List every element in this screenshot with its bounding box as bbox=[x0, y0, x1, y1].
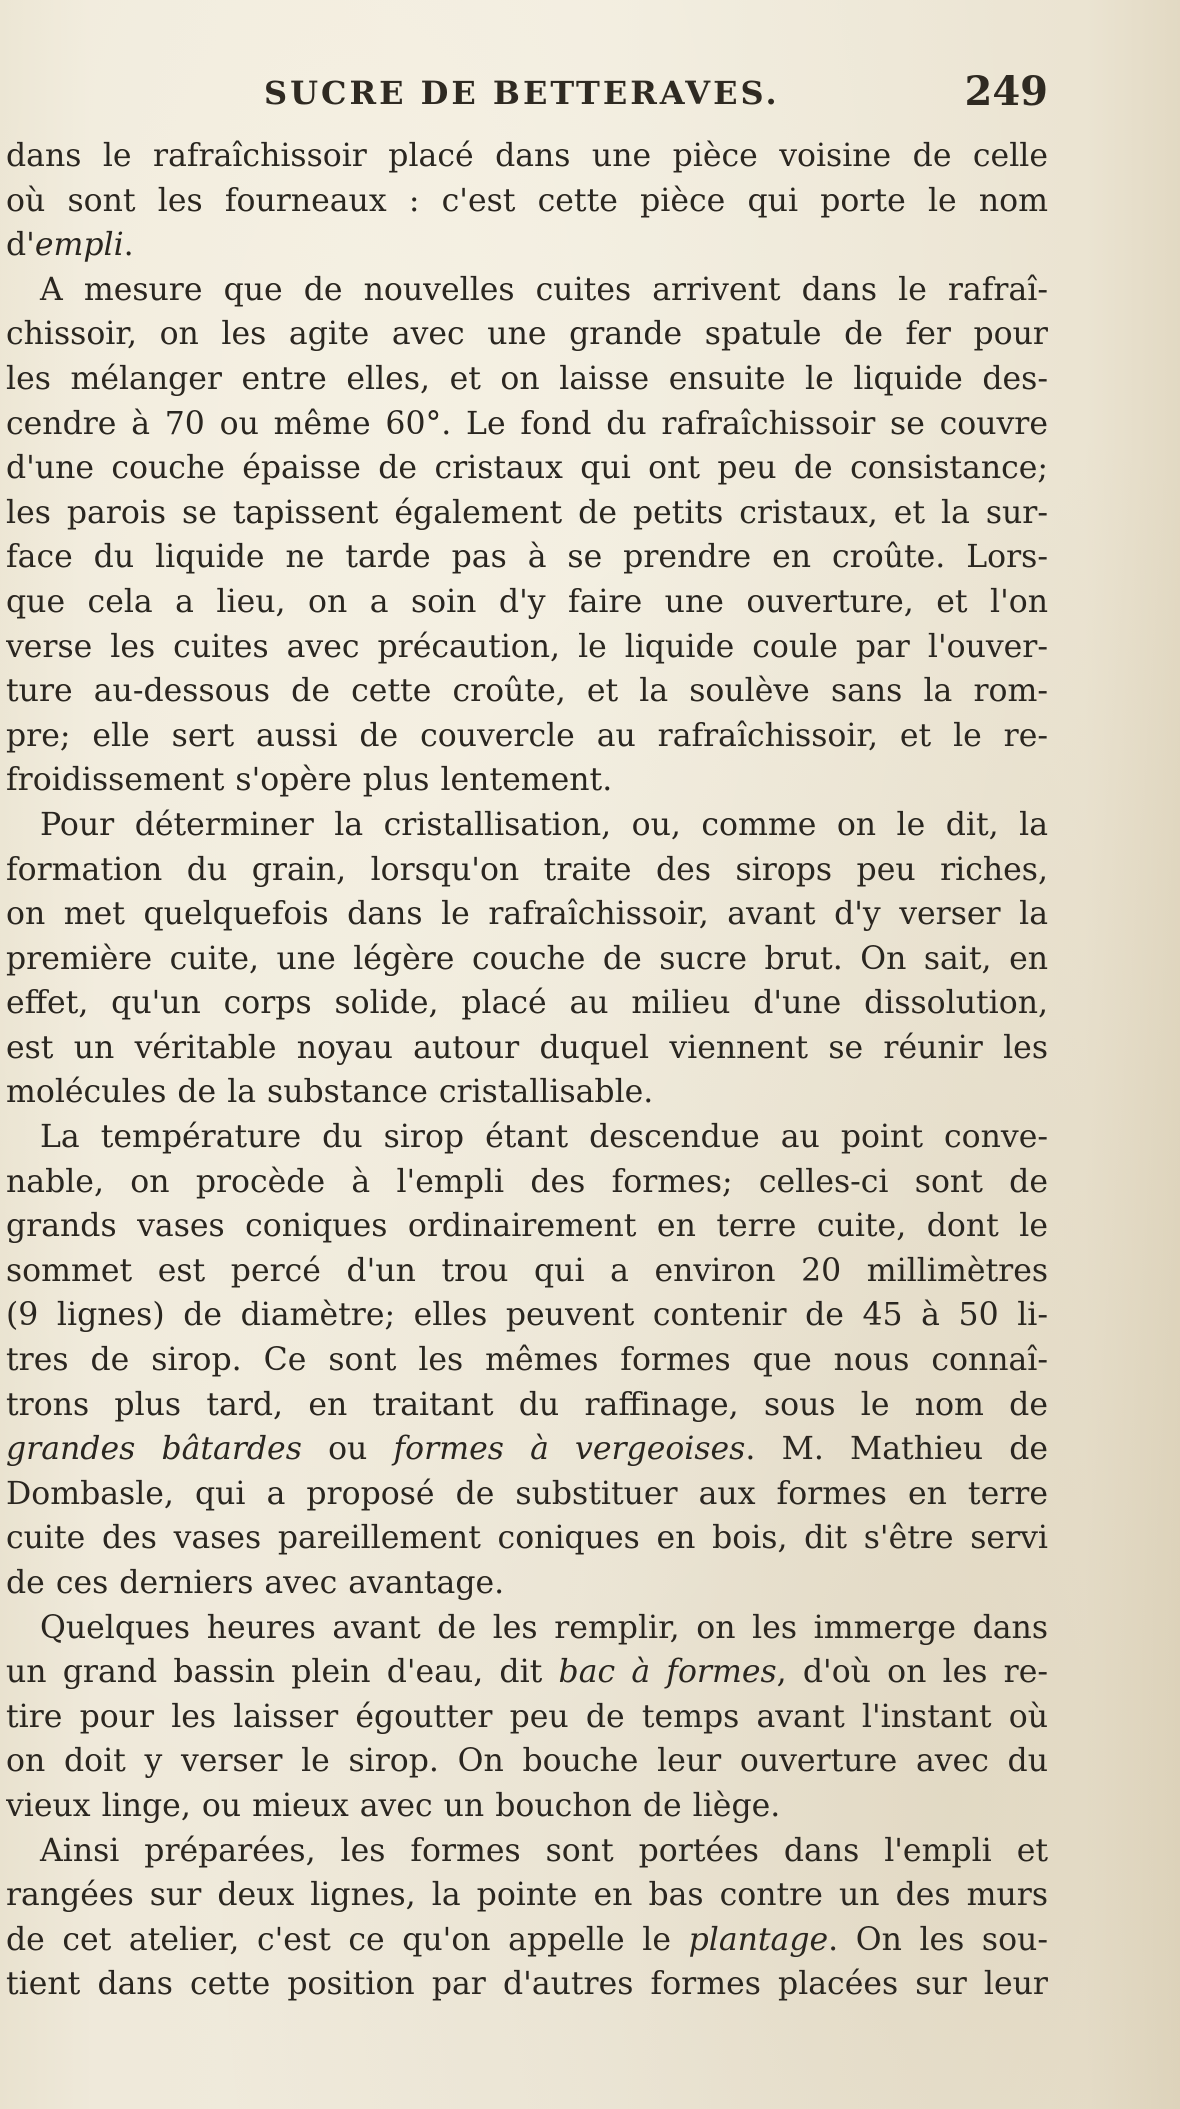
text-line bbox=[6, 937, 1048, 982]
text-line bbox=[6, 1472, 1048, 1517]
line-segment: que cela a lieu, on a soin d'y faire une ouverture, et l'on bbox=[6, 583, 1048, 620]
line-segment: grands vases coniques ordinairement en terre cuite, dont le bbox=[6, 1208, 1048, 1245]
line-segment: froidissement s'opère plus lentement. bbox=[6, 762, 613, 799]
italic-term: formes à vergeoises bbox=[393, 1431, 746, 1468]
text-line bbox=[6, 179, 1048, 224]
line-segment: nable, on procède à l'empli des formes; celles-ci sont de bbox=[6, 1163, 1048, 1200]
line-segment: La température du sirop étant descendue au point conve- bbox=[40, 1119, 1048, 1156]
line-segment: . On les sou- bbox=[828, 1921, 1048, 1958]
paragraph bbox=[6, 1115, 1048, 1606]
text-line bbox=[6, 1115, 1048, 1160]
running-head bbox=[6, 68, 1048, 162]
line-segment: Dombasle, qui a proposé de substituer aux formes en terre bbox=[6, 1475, 1048, 1512]
text-line bbox=[6, 580, 1048, 625]
line-segment: de ces derniers avec avantage. bbox=[6, 1565, 505, 1601]
text-line bbox=[6, 892, 1048, 937]
line-segment: Ainsi préparées, les formes sont portées dans l'empli et bbox=[40, 1832, 1048, 1869]
line-segment: sommet est percé d'un trou qui a environ 20 millimètres bbox=[6, 1252, 1048, 1289]
text-line bbox=[6, 1962, 1048, 2007]
text-line bbox=[6, 1070, 1048, 1115]
text-line bbox=[6, 446, 1048, 491]
text-line bbox=[6, 1249, 1048, 1294]
line-segment: est un véritable noyau autour duquel viennent se réunir les bbox=[6, 1029, 1048, 1066]
line-segment: effet, qu'un corps solide, placé au milieu d'une dissolution, bbox=[6, 985, 1048, 1022]
text-line bbox=[6, 848, 1048, 893]
text-line bbox=[6, 1561, 1048, 1606]
line-segment: molécules de la substance cristallisable. bbox=[6, 1074, 654, 1111]
line-segment: on doit y verser le sirop. On bouche leur ouverture avec du bbox=[6, 1743, 1048, 1780]
text-line bbox=[6, 758, 1048, 803]
text-line bbox=[6, 1739, 1048, 1784]
line-segment: les mélanger entre elles, et on laisse ensuite le liquide des- bbox=[6, 360, 1048, 397]
line-segment: les parois se tapissent également de petits cristaux, et la sur- bbox=[6, 494, 1048, 531]
line-segment: . M. Mathieu de bbox=[745, 1431, 1048, 1468]
line-segment: un grand bassin plein d'eau, dit bbox=[6, 1654, 559, 1691]
page-number: 249 bbox=[964, 68, 1048, 115]
line-segment: cuite des vases pareillement coniques en bois, dit s'être servi bbox=[6, 1520, 1048, 1557]
line-segment: on met quelquefois dans le rafraîchissoir, avant d'y verser la bbox=[6, 896, 1048, 933]
body-text bbox=[6, 134, 1048, 2007]
text-line bbox=[6, 1606, 1048, 1651]
text-line bbox=[6, 1026, 1048, 1071]
line-segment: d'une couche épaisse de cristaux qui ont peu de consistance; bbox=[6, 450, 1048, 487]
text-line bbox=[6, 491, 1048, 536]
text-line bbox=[6, 268, 1048, 313]
text-line bbox=[6, 1383, 1048, 1428]
line-segment: Quelques heures avant de les remplir, on les immerge dans bbox=[40, 1609, 1048, 1646]
line-segment: trons plus tard, en traitant du raffinage, sous le nom de bbox=[6, 1386, 1048, 1423]
italic-term: plantage bbox=[688, 1921, 829, 1958]
line-segment: cendre à 70 ou même 60°. Le fond du rafraîchissoir se couvre bbox=[6, 405, 1048, 442]
italic-term: empli bbox=[34, 227, 124, 264]
running-title: SUCRE DE BETTERAVES. bbox=[264, 74, 780, 112]
text-block bbox=[6, 0, 1048, 2007]
text-line bbox=[6, 669, 1048, 714]
line-segment: (9 lignes) de diamètre; elles peuvent contenir de 45 à 50 li- bbox=[6, 1297, 1048, 1334]
text-line bbox=[6, 714, 1048, 759]
line-segment: pre; elle sert aussi de couvercle au rafraîchissoir, et le re- bbox=[6, 717, 1048, 754]
line-segment: rangées sur deux lignes, la pointe en bas contre un des murs bbox=[6, 1877, 1048, 1914]
text-line bbox=[6, 535, 1048, 580]
line-segment: tres de sirop. Ce sont les mêmes formes que nous connaî- bbox=[6, 1342, 1048, 1379]
text-line bbox=[6, 1204, 1048, 1249]
text-line bbox=[6, 402, 1048, 447]
text-line bbox=[6, 1918, 1048, 1963]
line-segment: de cet atelier, c'est ce qu'on appelle le bbox=[6, 1921, 689, 1958]
text-line bbox=[6, 1873, 1048, 1918]
text-line bbox=[6, 1293, 1048, 1338]
text-line bbox=[6, 1650, 1048, 1695]
text-line bbox=[6, 803, 1048, 848]
line-segment: ture au-dessous de cette croûte, et la soulève sans la rom- bbox=[6, 673, 1048, 710]
text-line bbox=[6, 223, 1048, 268]
line-segment: d' bbox=[6, 227, 35, 264]
line-segment: Pour déterminer la cristallisation, ou, comme on le dit, la bbox=[40, 806, 1048, 843]
text-line bbox=[6, 1784, 1048, 1829]
line-segment: A mesure que de nouvelles cuites arrivent dans le rafraî- bbox=[40, 271, 1048, 308]
line-segment: où sont les fourneaux : c'est cette pièce qui porte le nom bbox=[6, 182, 1048, 219]
line-segment: première cuite, une légère couche de sucre brut. On sait, en bbox=[6, 940, 1048, 977]
line-segment: face du liquide ne tarde pas à se prendre en croûte. Lors- bbox=[6, 539, 1048, 576]
paragraph bbox=[6, 1829, 1048, 2007]
text-line bbox=[6, 357, 1048, 402]
line-segment: tire pour les laisser égoutter peu de temps avant l'instant où bbox=[6, 1698, 1048, 1735]
text-line bbox=[6, 1829, 1048, 1874]
text-line bbox=[6, 625, 1048, 670]
paragraph bbox=[6, 268, 1048, 803]
line-segment: . bbox=[123, 227, 134, 264]
paragraph bbox=[6, 1606, 1048, 1829]
text-line bbox=[6, 1160, 1048, 1205]
text-line bbox=[6, 1516, 1048, 1561]
line-segment: dans le rafraîchissoir placé dans une pièce voisine de celle bbox=[6, 138, 1048, 174]
line-segment: ou bbox=[301, 1431, 394, 1468]
line-segment: tient dans cette position par d'autres formes placées sur leur bbox=[6, 1966, 1048, 2003]
text-line bbox=[6, 981, 1048, 1026]
line-segment: vieux linge, ou mieux avec un bouchon de liège. bbox=[6, 1787, 781, 1824]
text-line bbox=[6, 1695, 1048, 1740]
line-segment: formation du grain, lorsqu'on traite des sirops peu riches, bbox=[6, 851, 1048, 888]
paragraph bbox=[6, 803, 1048, 1115]
text-line bbox=[6, 312, 1048, 357]
line-segment: chissoir, on les agite avec une grande spatule de fer pour bbox=[6, 316, 1048, 353]
line-segment: , d'où on les re- bbox=[776, 1654, 1048, 1691]
italic-term: bac à formes bbox=[558, 1654, 777, 1691]
italic-term: grandes bâtardes bbox=[6, 1431, 302, 1468]
text-line bbox=[6, 1427, 1048, 1472]
line-segment: verse les cuites avec précaution, le liquide coule par l'ouver- bbox=[6, 628, 1048, 665]
text-line bbox=[6, 1338, 1048, 1383]
